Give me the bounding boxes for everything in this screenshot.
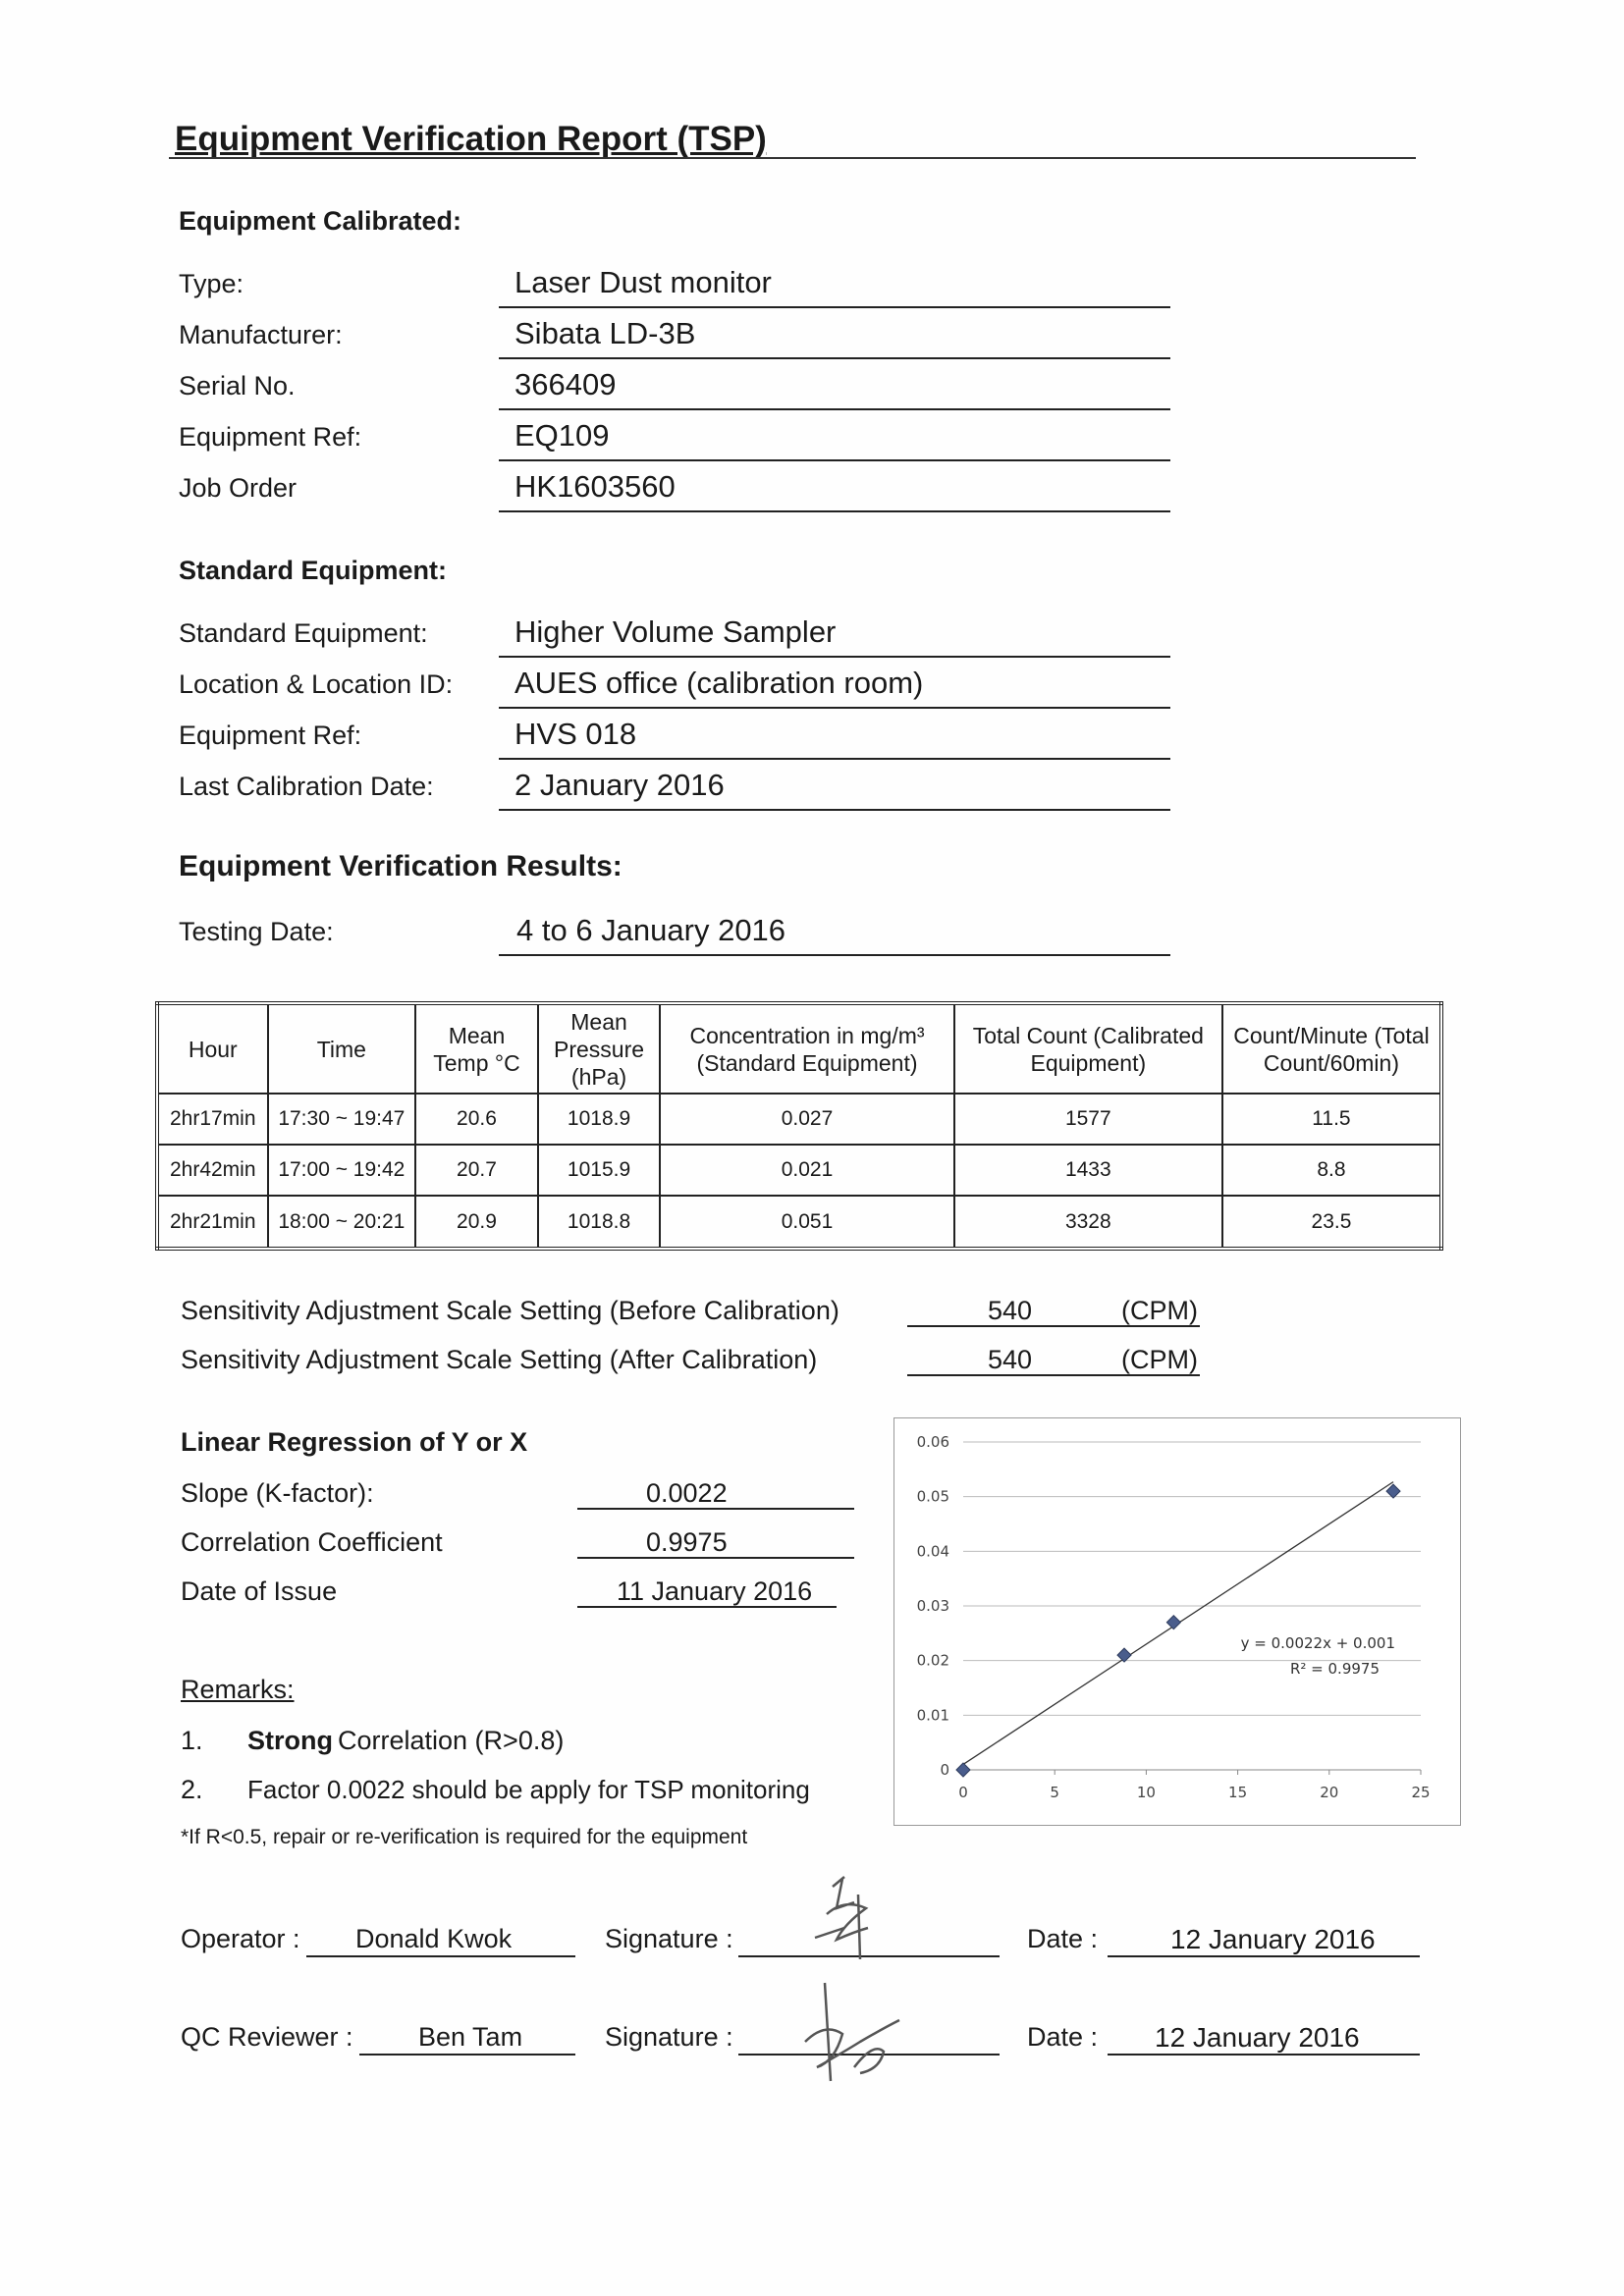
r-squared-label: R² = 0.9975 [1289,1660,1380,1678]
manufacturer-value: Sibata LD-3B [514,316,696,350]
reviewer-signature [785,1973,923,2091]
reviewer-label: QC Reviewer : [181,2022,353,2052]
reviewer-date-label: Date : [1027,2022,1099,2052]
x-tick-label: 20 [1320,1784,1339,1801]
equipment-ref-value: EQ109 [514,418,610,453]
remark-1-bold: Strong [247,1726,333,1755]
field-underline [499,758,1170,760]
testing-date-label: Testing Date: [179,917,334,946]
table-cell: 1433 [954,1145,1222,1196]
field-underline [499,656,1170,658]
y-tick-label: 0 [940,1761,949,1779]
serial-value: 366409 [514,367,617,401]
table-header-row [157,1003,1441,1094]
table-cell: 0.027 [660,1094,953,1145]
field-underline [499,408,1170,410]
col-header-count-minute: Count/Minute (Total Count/60min) [1222,1003,1441,1094]
sensitivity-before-label: Sensitivity Adjustment Scale Setting (Before Calibration) [181,1296,839,1325]
field-underline [577,1606,837,1608]
remark-2-text: Factor 0.0022 should be apply for TSP monitoring [247,1775,810,1804]
table-row [157,1145,1441,1196]
table-cell: 2hr17min [157,1094,268,1145]
col-header-temp: Mean Temp °C [415,1003,538,1094]
remark-2-number: 2. [181,1775,203,1804]
field-underline [907,1325,1200,1327]
type-value: Laser Dust monitor [514,265,772,299]
type-label: Type: [179,269,244,298]
operator-signature [785,1869,893,1967]
x-tick-label: 25 [1411,1784,1431,1801]
data-point [956,1763,970,1777]
field-underline [1108,1955,1420,1957]
field-underline [499,707,1170,709]
title-rule [169,157,1416,159]
table-cell: 1577 [954,1094,1222,1145]
location-label: Location & Location ID: [179,669,454,699]
operator-date: 12 January 2016 [1170,1924,1376,1954]
standard-ref-label: Equipment Ref: [179,721,362,750]
field-underline [1108,2054,1420,2056]
last-calibration-label: Last Calibration Date: [179,772,434,801]
field-underline [306,1955,575,1957]
regression-heading: Linear Regression of Y or X [181,1427,528,1457]
y-tick-label: 0.01 [916,1706,949,1725]
sensitivity-after-value: 540 [988,1345,1033,1374]
sensitivity-after-label: Sensitivity Adjustment Scale Setting (After Calibration) [181,1345,818,1374]
reviewer-signature-label: Signature : [605,2022,733,2052]
slope-label: Slope (K-factor): [181,1478,374,1508]
field-underline [499,954,1170,956]
table-cell: 2hr42min [157,1145,268,1196]
sensitivity-before-unit: (CPM) [1121,1296,1198,1325]
table-cell: 0.051 [660,1196,953,1249]
regression-chart [893,1417,1461,1826]
last-calibration-value: 2 January 2016 [514,768,725,802]
sensitivity-before-value: 540 [988,1296,1033,1325]
y-tick-label: 0.03 [916,1597,949,1615]
data-point [1386,1484,1400,1498]
standard-equipment-value: Higher Volume Sampler [514,614,837,649]
x-tick-label: 0 [958,1784,968,1801]
table-cell: 17:30 ~ 19:47 [268,1094,416,1145]
table-cell: 1018.8 [538,1196,661,1249]
table-cell: 8.8 [1222,1145,1441,1196]
location-value: AUES office (calibration room) [514,666,924,700]
col-header-total-count: Total Count (Calibrated Equipment) [954,1003,1222,1094]
table-cell: 23.5 [1222,1196,1441,1249]
calibrated-heading: Equipment Calibrated: [179,206,462,236]
standard-equipment-label: Standard Equipment: [179,618,428,648]
serial-label: Serial No. [179,371,296,400]
results-heading: Equipment Verification Results: [179,850,623,882]
regression-chart-svg [894,1418,1460,1825]
data-point [1166,1616,1180,1629]
issue-date-value: 11 January 2016 [617,1576,813,1606]
sensitivity-after-unit: (CPM) [1121,1345,1198,1374]
results-table [155,1001,1443,1251]
table-cell: 2hr21min [157,1196,268,1249]
table-row [157,1196,1441,1249]
x-tick-label: 15 [1228,1784,1248,1801]
remark-1-text: Correlation (R>0.8) [338,1726,565,1755]
field-underline [499,510,1170,512]
manufacturer-label: Manufacturer: [179,320,343,349]
remark-footnote: *If R<0.5, repair or re-verification is required for the equipment [181,1826,748,1848]
y-tick-label: 0.04 [916,1542,949,1561]
table-cell: 17:00 ~ 19:42 [268,1145,416,1196]
field-underline [499,809,1170,811]
job-order-label: Job Order [179,473,298,503]
x-tick-label: 10 [1136,1784,1156,1801]
slope-value: 0.0022 [646,1478,728,1508]
table-cell: 11.5 [1222,1094,1441,1145]
col-header-time: Time [268,1003,416,1094]
operator-label: Operator : [181,1924,300,1953]
data-point [1117,1648,1131,1662]
table-row [157,1094,1441,1145]
testing-date-value: 4 to 6 January 2016 [516,913,786,947]
field-underline [499,357,1170,359]
table-cell: 20.9 [415,1196,538,1249]
table-cell: 1018.9 [538,1094,661,1145]
x-tick-label: 5 [1050,1784,1059,1801]
reviewer-date: 12 January 2016 [1155,2022,1360,2053]
table-cell: 1015.9 [538,1145,661,1196]
reviewer-name: Ben Tam [418,2022,523,2052]
trendline-equation: y = 0.0022x + 0.001 [1240,1634,1395,1652]
issue-date-label: Date of Issue [181,1576,338,1606]
equipment-ref-label: Equipment Ref: [179,422,362,452]
field-underline [359,2054,575,2056]
correlation-label: Correlation Coefficient [181,1527,443,1557]
y-tick-label: 0.02 [916,1651,949,1670]
y-tick-label: 0.05 [916,1487,949,1506]
table-cell: 3328 [954,1196,1222,1249]
field-underline [499,459,1170,461]
table-cell: 18:00 ~ 20:21 [268,1196,416,1249]
remarks-heading: Remarks: [181,1675,295,1704]
table-cell: 0.021 [660,1145,953,1196]
field-underline [499,306,1170,308]
col-header-pressure: Mean Pressure (hPa) [538,1003,661,1094]
correlation-value: 0.9975 [646,1527,728,1557]
operator-date-label: Date : [1027,1924,1099,1953]
remark-1-number: 1. [181,1726,203,1755]
standard-ref-value: HVS 018 [514,717,637,751]
col-header-concentration: Concentration in mg/m³ (Standard Equipment) [660,1003,953,1094]
table-cell: 20.6 [415,1094,538,1145]
job-order-value: HK1603560 [514,469,676,504]
standard-heading: Standard Equipment: [179,556,448,585]
field-underline [577,1557,854,1559]
field-underline [907,1374,1200,1376]
operator-name: Donald Kwok [355,1924,513,1953]
page-title: Equipment Verification Report (TSP) [175,120,767,158]
col-header-hour: Hour [157,1003,268,1094]
operator-signature-label: Signature : [605,1924,733,1953]
field-underline [577,1508,854,1510]
table-cell: 20.7 [415,1145,538,1196]
y-tick-label: 0.06 [916,1433,949,1451]
